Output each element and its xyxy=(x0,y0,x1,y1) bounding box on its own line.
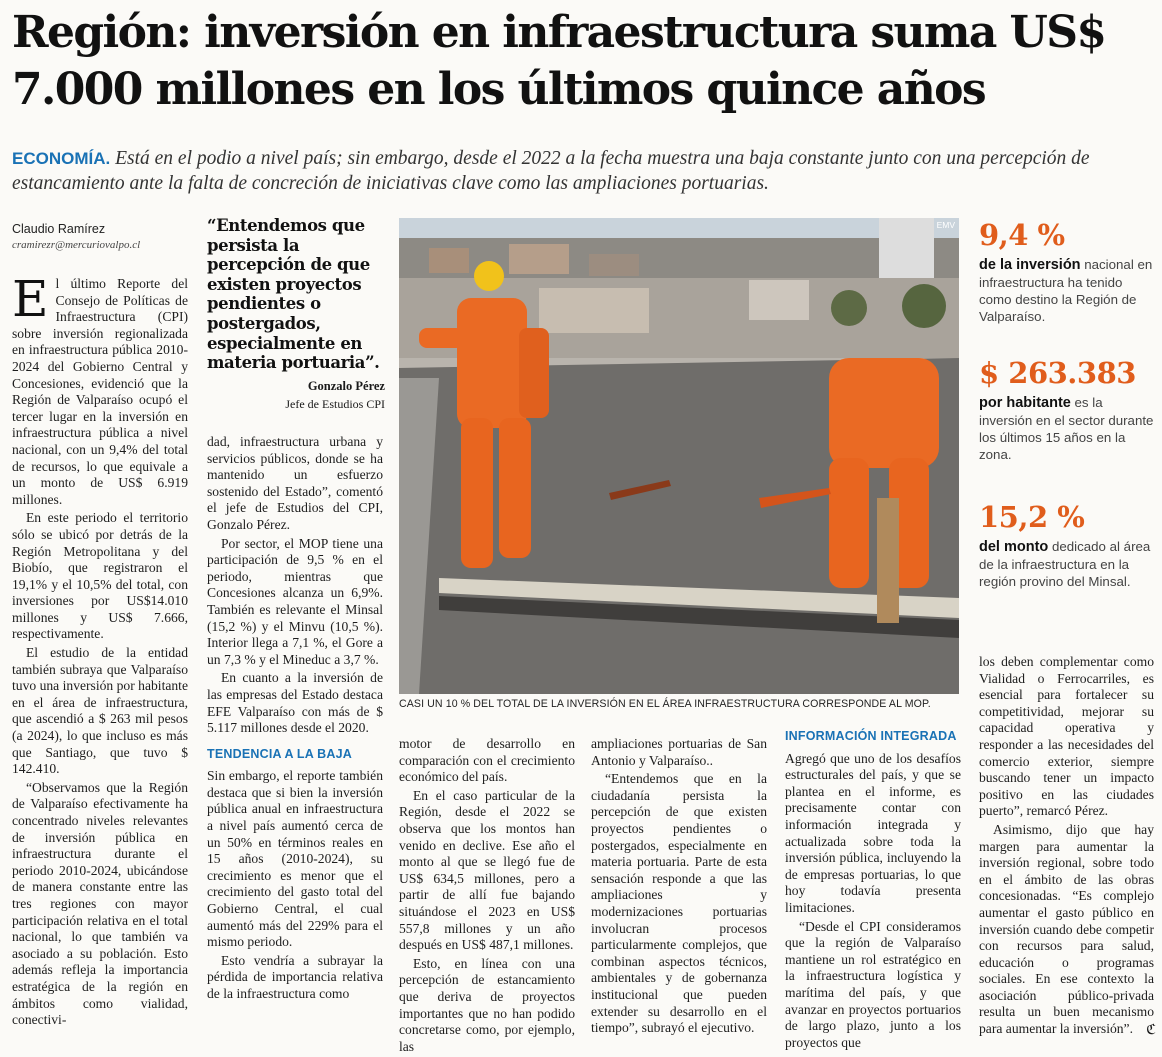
paragraph: Por sector, el MOP tiene una participación de 9,5 % en el periodo, mientras que Concesiones alcanza un 6,9%. También es relevante el Minsal (15,2 %) y el Minvu (10,5 %). Interior llega a 7,1 %, el Gore a un 7,3 % y el Mineduc a 3,7 %. xyxy=(207,535,383,667)
stat-1 xyxy=(979,218,1154,325)
photo-credit: EMV xyxy=(936,220,955,230)
paragraph: En el caso particular de la Región, desde el 2022 se observa que los montos han venido en declive. Ese año el monto al que se llegó fue de US$ 634,5 millones, pero a partir de allí fue bajando situándose el 2023 en US$ 557,8 millones y un año después en US$ 487,1 millones. xyxy=(399,787,575,953)
building xyxy=(509,244,569,274)
deck-kicker: ECONOMÍA. xyxy=(12,149,111,168)
stat-value: $ 263.383 xyxy=(979,356,1136,390)
article-column-3 xyxy=(399,736,575,1057)
paragraph: ampliaciones portuarias de San Antonio y Valparaíso.. xyxy=(591,736,767,768)
end-mark: ℭ xyxy=(1146,1022,1156,1038)
article-column-5 xyxy=(785,728,961,1053)
stat-description: por habitante es la inversión en el sector durante los últimos 15 años en la zona. xyxy=(979,395,1154,462)
pull-quote-text: “Entendemos que persista la percepción de que existen proyectos pendientes o postergados, especialmente en materia portuaria”. xyxy=(207,216,380,373)
article-column-6 xyxy=(979,654,1154,1040)
photo-illustration xyxy=(399,218,959,694)
building xyxy=(539,288,649,333)
stat-value: 9,4 % xyxy=(979,218,1065,252)
paragraph: En este periodo el territorio sólo se ubicó por detrás de la Región Metropolitana y del Biobío, que registraron el 19,1% y el 10,5% del total, con inversiones por US$14.010 millones y US$ 7.666, respectivamente. xyxy=(12,510,188,642)
paragraph: dad, infraestructura urbana y servicios públicos, donde se ha mantenido un esfuerzo sostenido del Estado”, comentó el jefe de Estudios del CPI, Gonzalo Pérez. xyxy=(207,434,383,532)
subhead-informacion: INFORMACIÓN INTEGRADA xyxy=(785,729,957,743)
paragraph: Sin embargo, el reporte también destaca que si bien la inversión pública anual en infraestructura a nivel país aumentó cerca de un 50% en términos reales en 15 años (2010-2024), su crecimiento es menor que el crecimiento del gasto total del Gobierno Central, el cual aumentó más del 229% para el mismo periodo. xyxy=(207,768,383,950)
photo-caption: CASI UN 10 % DEL TOTAL DE LA INVERSIÓN EN EL ÁREA INFRAESTRUCTURA CORRESPONDE AL MOP. xyxy=(399,698,931,710)
paragraph: El último Reporte del Consejo de Políticas de Infraestructura (CPI) sobre inversión regionalizada en infraestructura pública 2010-2024 del Gobierno Central y Concesiones, evidenció que la Región de Valparaíso ocupó el tercer lugar en la inversión en infraestructura pública a nivel nacional, con un 9,4% del total de recursos, lo que equivale a un monto de US$ 6.919 millones. xyxy=(12,270,188,507)
subhead-tendencia: TENDENCIA A LA BAJA xyxy=(207,746,353,761)
author-email[interactable]: cramirezr@mercuriovalpo.cl xyxy=(12,239,141,251)
deck-text: Está en el podio a nivel país; sin embargo, desde el 2022 a la fecha muestra una baja constante junto con una percepción de estancamiento ante la falta de concreción de iniciativas clave como las ampliaciones portuarias. xyxy=(12,148,1090,194)
headline: Región: inversión en infraestructura suma US$ 7.000 millones en los últimos quince años xyxy=(12,7,1106,115)
tree xyxy=(902,284,946,328)
drop-cap: E xyxy=(12,270,49,328)
stat-value: 15,2 % xyxy=(979,500,1085,534)
article-column-1 xyxy=(12,270,188,1031)
stat-description: de la inversión nacional en infraestructura ha tenido como destino la Región de Valparaíso. xyxy=(979,257,1153,324)
article-photo xyxy=(399,218,959,694)
deck xyxy=(12,146,1152,196)
paragraph: “Desde el CPI consideramos que la región de Valparaíso mantiene un rol estratégico en la infraestructura logística y marítima del país, y que avanzar en proyectos portuarios de largo plazo, junto a los proyectos que xyxy=(785,918,961,1050)
paragraph: Agregó que uno de los desafíos estructurales del país, y que se plantea en el informe, es precisamente contar con información integrada y actualizada sobre toda la inversión pública, incluyendo la de empresas portuarias, lo que hoy todavía presenta limitaciones. xyxy=(785,750,961,915)
building xyxy=(749,280,809,320)
pull-quote xyxy=(207,216,385,412)
byline xyxy=(12,222,192,251)
paragraph: En cuanto a la inversión de las empresas del Estado destaca EFE Valparaíso con más de $ 5.117 millones desde el 2020. xyxy=(207,670,383,736)
stat-description: del monto dedicado al área de la infraestructura en la región provino del Minsal. xyxy=(979,539,1151,589)
article-column-2 xyxy=(207,434,383,1005)
article-column-4 xyxy=(591,736,767,1039)
pull-quote-role: Jefe de Estudios CPI xyxy=(285,396,385,411)
building xyxy=(589,254,639,276)
paragraph: “Observamos que la Región de Valparaíso efectivamente ha concentrado niveles relevantes de inversión pública en infraestructura durante el periodo 2010-2024, ubicándose de manera constante entre las tres regiones con mayor participación relativa en el total nacional, lo que también va asociado a su población. Esto además refleja la importancia estratégica de la región en ámbitos como vialidad, conectivi- xyxy=(12,779,188,1028)
paragraph: los deben complementar como Vialidad o Ferrocarriles, es esencial para fortalecer su competitividad, mejorar su capacidad operativa y responder a las necesidades del comercio exterior, siempre buscando tener un impacto positivo en las ciudades puerto”, remarcó Pérez. xyxy=(979,654,1154,819)
pull-quote-author: Gonzalo Pérez xyxy=(307,378,385,393)
stat-2 xyxy=(979,356,1154,463)
paragraph: Esto, en línea con una percepción de estancamiento que deriva de proyectos importantes que no han podido concretarse como, por ejemplo, las xyxy=(399,955,575,1054)
stat-3 xyxy=(979,500,1154,590)
building xyxy=(429,248,469,273)
author-name: Claudio Ramírez xyxy=(12,222,106,236)
paragraph: “Entendemos que en la ciudadanía persista la percepción de que existen proyectos pendientes o postergados, especialmente en materia portuaria. Parte de esta sensación responde a que las ampliaciones y modernizaciones portuarias involucran procesos particularmente complejos, que combinan aspectos técnicos, ambientales y de gobernanza institucional que pueden extender su desarrollo en el tiempo”, subrayó el ejecutivo. xyxy=(591,771,767,1036)
paragraph: Asimismo, dijo que hay margen para aumentar la inversión regional, sobre todo en el ámbito de las obras concesionadas. “Es complejo aumentar el gasto público en inversión cuando debe competir con recursos para salud, educación o programas sociales. En ese contexto la asociación público-privada resulta un buen mecanismo para aumentar la inversión”. xyxy=(979,821,1154,1037)
paragraph: motor de desarrollo en comparación con el crecimiento económico del país. xyxy=(399,736,575,785)
paragraph: Esto vendría a subrayar la pérdida de importancia relativa de la infraestructura como xyxy=(207,952,383,1001)
tree xyxy=(831,290,867,326)
paragraph: El estudio de la entidad también subraya que Valparaíso tuvo una inversión por habitante en el área de infraestructura, que ascendió a $ 263 mil pesos (a 2024), lo que incluso es más que Santiago, que tuvo $ 142.410. xyxy=(12,645,188,777)
